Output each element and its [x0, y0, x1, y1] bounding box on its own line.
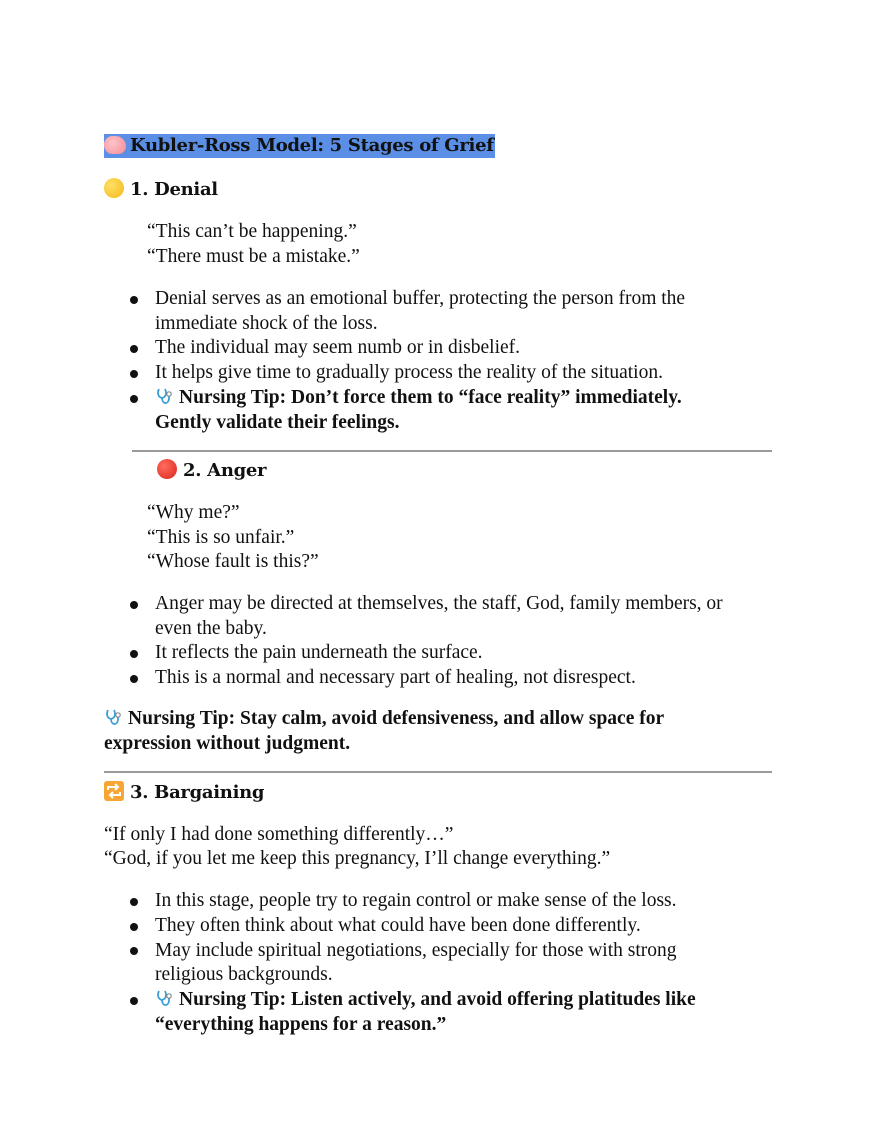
list-item: Anger may be directed at themselves, the staff, God, family members, or: [155, 593, 723, 614]
list-item: This is a normal and necessary part of healing, not disrespect.: [155, 667, 636, 688]
nursing-tip: Nursing Tip: Listen actively, and avoid offering platitudes like: [155, 987, 696, 1012]
list-item: Denial serves as an emotional buffer, protecting the person from the: [155, 288, 686, 309]
quote: “This can’t be happening.”: [147, 221, 357, 242]
list-item-cont: immediate shock of the loss.: [155, 313, 378, 334]
document-title: [104, 134, 495, 158]
list-item: The individual may seem numb or in disbelief.: [155, 337, 521, 358]
list-item: In this stage, people try to regain control or make sense of the loss.: [155, 890, 677, 911]
yellow-circle-icon: [104, 178, 124, 198]
bullet-dot: [130, 650, 138, 658]
quote: “God, if you let me keep this pregnancy, I’ll change everything.”: [104, 848, 611, 869]
bullet-dot: [130, 923, 138, 931]
nursing-tip-cont: expression without judgment.: [104, 733, 351, 754]
bullet-dot: [130, 296, 138, 304]
bullet-dot: [130, 675, 138, 683]
quote: “Why me?”: [147, 502, 240, 523]
heading-anger: 2. Anger: [157, 459, 266, 483]
bullet-dot: [130, 997, 138, 1005]
bullet-dot: [130, 947, 138, 955]
bullet-dot: [130, 370, 138, 378]
nursing-tip: Nursing Tip: Don’t force them to “face reality” immediately.: [155, 385, 682, 410]
list-item: It helps give time to gradually process the reality of the situation.: [155, 362, 663, 383]
heading-bargaining: 3. Bargaining: [104, 781, 264, 805]
divider: [132, 450, 772, 452]
quote: “If only I had done something differently…”: [104, 824, 454, 845]
bullet-dot: [130, 345, 138, 353]
repeat-arrows-icon: [104, 781, 124, 801]
list-item: They often think about what could have been done differently.: [155, 915, 641, 936]
quote: “Whose fault is this?”: [147, 551, 319, 572]
stethoscope-icon: [155, 989, 175, 1009]
list-item: It reflects the pain underneath the surface.: [155, 642, 483, 663]
bullet-dot: [130, 395, 138, 403]
quote: “There must be a mistake.”: [147, 246, 360, 267]
heading-denial: 1. Denial: [104, 178, 218, 202]
red-circle-icon: [157, 459, 177, 479]
stethoscope-icon: [155, 387, 175, 407]
bullet-dot: [130, 898, 138, 906]
nursing-tip: Nursing Tip: Stay calm, avoid defensiveness, and allow space for: [104, 706, 664, 731]
title-text: Kubler-Ross Model: 5 Stages of Grief: [130, 135, 494, 156]
quote: “This is so unfair.”: [147, 527, 295, 548]
brain-icon: [104, 136, 126, 154]
nursing-tip-cont: Gently validate their feelings.: [155, 412, 400, 433]
list-item-cont: even the baby.: [155, 618, 267, 639]
nursing-tip-cont: “everything happens for a reason.”: [155, 1014, 447, 1035]
list-item-cont: religious backgrounds.: [155, 964, 333, 985]
bullet-dot: [130, 601, 138, 609]
divider: [104, 771, 772, 773]
stethoscope-icon: [104, 708, 124, 728]
list-item: May include spiritual negotiations, especially for those with strong: [155, 940, 677, 961]
